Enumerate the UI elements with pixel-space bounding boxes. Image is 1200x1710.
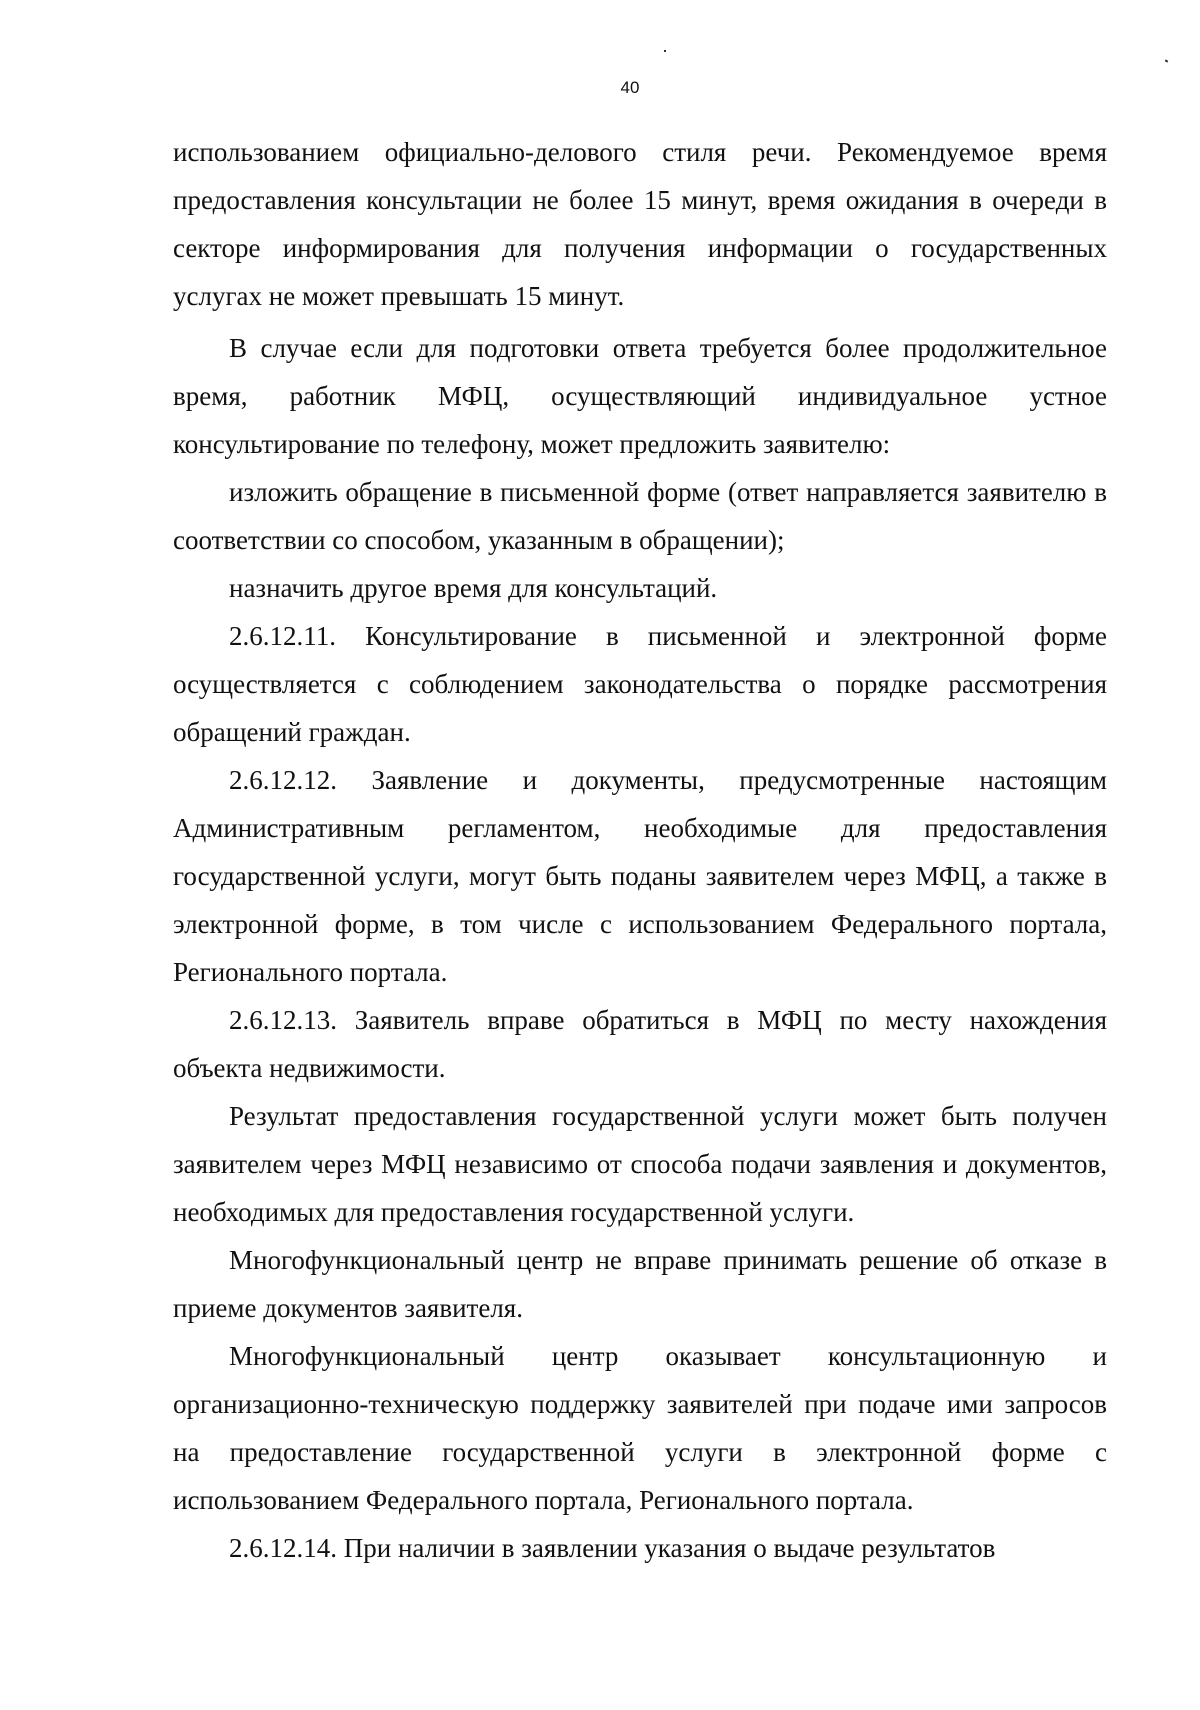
page-number: 40 (620, 78, 640, 97)
paragraph: изложить обращение в письменной форме (ответ направляется заявителю в соответствии со способом, указанным в обращении); (173, 477, 1107, 555)
paragraph: Результат предоставления государственной услуги может быть получен заявителем через МФЦ независимо от способа подачи заявления и документов, необходимых для предоставления государственной услуги. (173, 1101, 1107, 1227)
scan-speck (1165, 59, 1169, 62)
paragraph: 2.6.12.11. Консультирование в письменной и электронной форме осуществляется с соблюдением законодательства о порядке рассмотрения обращений граждан. (173, 621, 1107, 747)
paragraph: В случае если для подготовки ответа требуется более продолжительное время, работник МФЦ, осуществляющий индивидуальное устное консультирование по телефону, может предложить заявителю: (173, 333, 1107, 459)
paragraph: Многофункциональный центр оказывает консультационную и организационно-техническую поддержку заявителей при подаче ими запросов на предоставление государственной услуги в электронной форме с использованием Федерального портала, Регионального портала. (173, 1341, 1107, 1515)
paragraph: 2.6.12.14. При наличии в заявлении указания о выдаче результатов (229, 1533, 996, 1563)
paragraph: 2.6.12.13. Заявитель вправе обратиться в МФЦ по месту нахождения объекта недвижимости. (173, 1005, 1107, 1083)
paragraph: 2.6.12.12. Заявление и документы, предусмотренные настоящим Административным регламентом, необходимые для предоставления государственной услуги, могут быть поданы заявителем через МФЦ, а также в электронной форме, в том числе с использованием Федерального портала, Регионального портала. (173, 765, 1107, 987)
paragraph: назначить другое время для консультаций. (229, 573, 718, 603)
scan-speck (664, 50, 666, 52)
paragraph: использованием официально-делового стиля речи. Рекомендуемое время предоставления консультации не более 15 минут, время ожидания в очереди в секторе информирования для получения информации о государственных услугах не может превышать 15 минут. (173, 137, 1107, 311)
paragraph: Многофункциональный центр не вправе принимать решение об отказе в приеме документов заявителя. (173, 1245, 1107, 1323)
document-body (173, 128, 1107, 1572)
